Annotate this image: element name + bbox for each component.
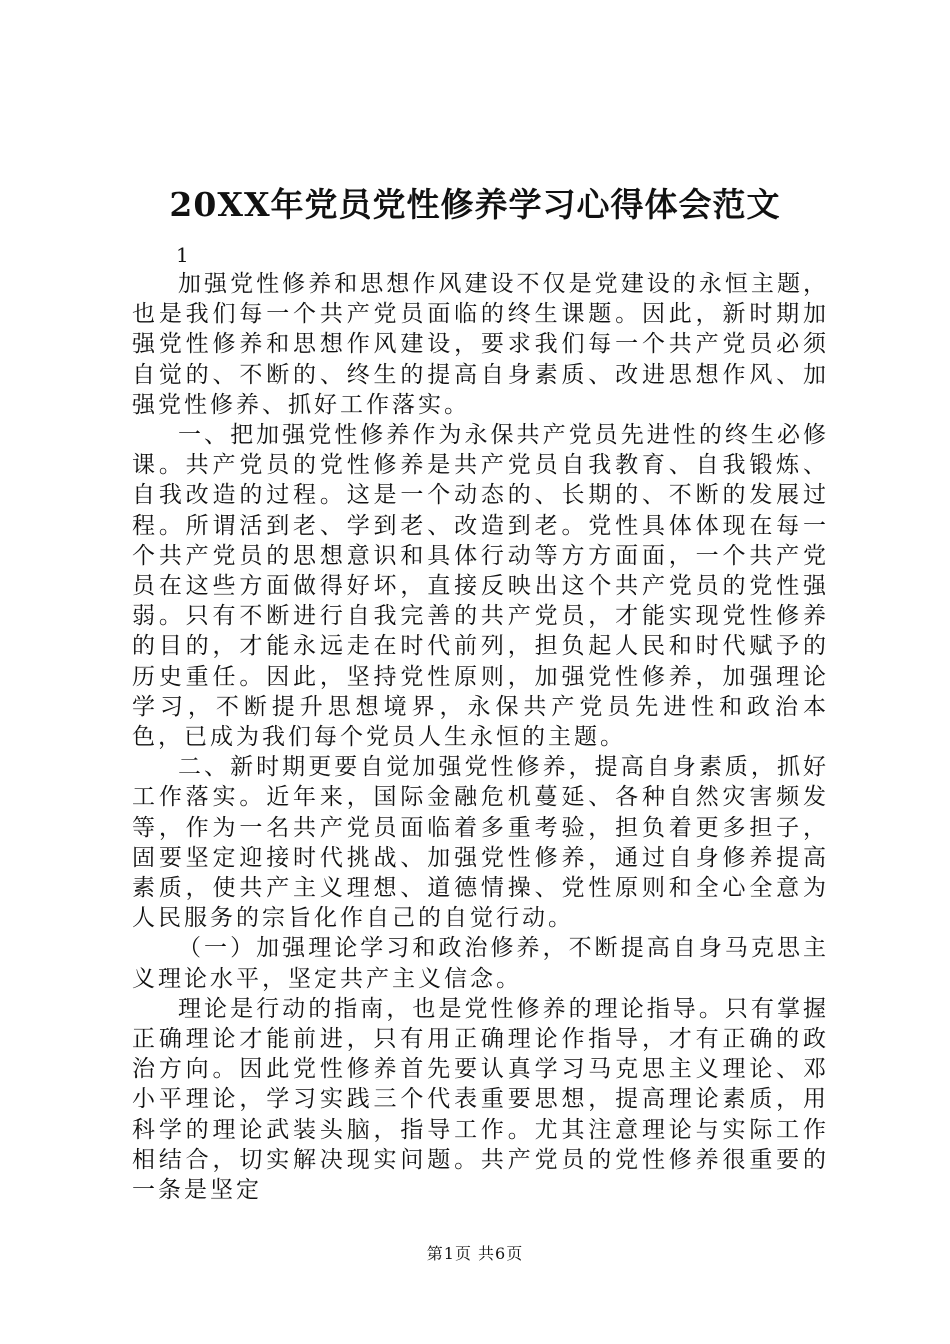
paragraph-subsection-one: （一）加强理论学习和政治修养，不断提高自身马克思主义理论水平，坚定共产主义信念。 [132,935,829,992]
paragraph-section-one: 一、把加强党性修养作为永保共产党员先进性的终生必修课。共产党员的党性修养是共产党员自我教育、自我锻炼、自我改造的过程。这是一个动态的、长期的、不断的发展过程。所谓活到老、学到老、改造到老。党性具体体现在每一个共产党员的思想意识和具体行动等方方面面，一个共产党员在这些方面做得好坏，直接反映出这个共产党员的党性强弱。只有不断进行自我完善的共产党员，才能实现党性修养的目的，才能永远走在时代前列，担负起人民和时代赋予的历史重任。因此，坚持党性原则，加强党性修养，加强理论学习，不断提升思想境界，永保共产党员先进性和政治本色，已成为我们每个党员人生永恒的主题。 [132,422,829,751]
document-title: 20XX年党员党性修养学习心得体会范文 [169,185,781,224]
paragraph-intro: 加强党性修养和思想作风建设不仅是党建设的永恒主题，也是我们每一个共产党员面临的终生课题。因此，新时期加强党性修养和思想作风建设，要求我们每一个共产党员必须自觉的、不断的、终生的提高自身素质、改进思想作风、加强党性修养、抓好工作落实。 [132,271,829,418]
document-body [132,269,829,1205]
paragraph-theory: 理论是行动的指南，也是党性修养的理论指导。只有掌握正确理论才能前进，只有用正确理论作指导，才有正确的政治方向。因此党性修养首先要认真学习马克思主义理论、邓小平理论，学习实践三个代表重要思想，提高理论素质，用科学的理论武装头脑，指导工作。尤其注意理论与实际工作相结合，切实解决现实问题。共产党员的党性修养很重要的一条是坚定 [132,995,829,1204]
page-footer: 第1页 共6页 [426,1244,524,1263]
section-number: 1 [176,243,189,267]
paragraph-section-two: 二、新时期更要自觉加强党性修养，提高自身素质，抓好工作落实。近年来，国际金融危机蔓延、各种自然灾害频发等，作为一名共产党员面临着多重考验，担负着更多担子，固要坚定迎接时代挑战、加强党性修养，通过自身修养提高素质，使共产主义理想、道德情操、党性原则和全心全意为人民服务的宗旨化作自己的自觉行动。 [132,754,829,932]
